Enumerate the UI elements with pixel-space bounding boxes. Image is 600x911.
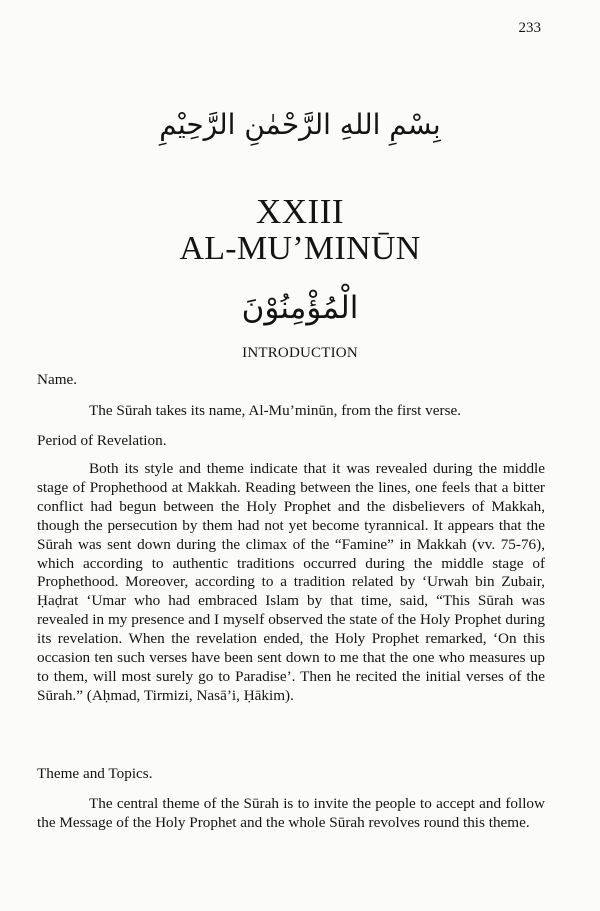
basmala-calligraphy: بِسْمِ اللهِ الرَّحْمٰنِ الرَّحِيْمِ xyxy=(159,108,441,141)
surah-number: XXIII xyxy=(255,192,345,231)
name-heading: Name. xyxy=(37,371,78,388)
name-paragraph: The Sūrah takes its name, Al-Mu’minūn, from the first verse. xyxy=(89,402,462,419)
introduction-heading: INTRODUCTION xyxy=(242,345,358,361)
theme-heading: Theme and Topics. xyxy=(37,765,153,782)
period-heading: Period of Revelation. xyxy=(37,432,167,449)
period-paragraph: Both its style and theme indicate that it was revealed during the middle stage of Prophethood at Makkah. Reading between the lines, one feels that a bitter conflict had begun between the Holy Prophet and the disbelievers of Makkah, though the persecution by them had not yet become tyrannical. It appears that the Sūrah was sent down during the climax of the “Famine” in Makkah (vv. 75-76), which according to authentic traditions occurred during the middle stage of Prophethood. Moreover, according to a tradition related by ‘Urwah bin Zubair, Ḥaḍrat ‘Umar who had embraced Islam by that time, said, “This Sūrah was revealed in my presence and I myself observed the state of the Holy Prophet during its revelation. When the revelation ended, the Holy Prophet remarked, ‘On this occasion ten such verses have been sent down to me that the one who measures up to them, will most surely go to Paradise’. Then he recited the initial verses of the Sūrah.” (Aḥmad, Tirmizi, Nasā’i, Ḥākim). xyxy=(37,460,545,704)
theme-paragraph: The central theme of the Sūrah is to invite the people to accept and follow the Message of the Holy Prophet and the whole Sūrah revolves round this theme. xyxy=(37,795,545,831)
surah-title: AL-MU’MINŪN xyxy=(179,230,421,267)
page-number: 233 xyxy=(518,20,541,36)
arabic-surah-title: الْمُؤْمِنُوْنَ xyxy=(241,290,359,326)
